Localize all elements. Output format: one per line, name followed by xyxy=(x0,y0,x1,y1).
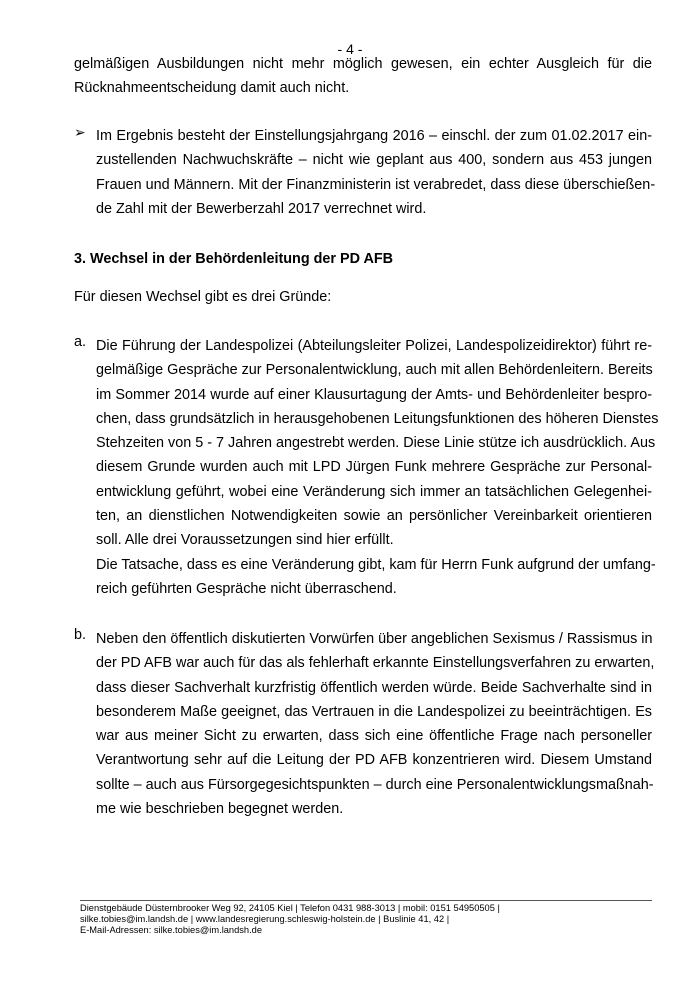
text-line: gelmäßigen Ausbildungen nicht mehr möglich gewesen, ein echter Ausgleich für die xyxy=(74,56,652,72)
section-heading: 3. Wechsel in der Behördenleitung der PD AFB xyxy=(74,251,394,267)
item-a-paragraph xyxy=(96,334,659,601)
text-line: reich geführten Gespräche nicht überraschend. xyxy=(96,580,397,597)
text-line: war aus meiner Sicht zu erwarten, dass sich eine öffentliche Frage nach personeller xyxy=(96,728,652,745)
section-intro: Für diesen Wechsel gibt es drei Gründe: xyxy=(74,289,332,305)
intro-paragraph xyxy=(74,52,652,101)
text-line: Neben den öffentlich diskutierten Vorwürfen über angeblichen Sexismus / Rassismus in xyxy=(96,631,653,647)
text-line: Verantwortung sehr auf die Leitung der PD AFB konzentrieren wird. Diesem Umstand xyxy=(96,752,652,769)
text-line: Die Tatsache, dass es eine Veränderung gibt, kam für Herrn Funk aufgrund der umfang- xyxy=(96,556,656,573)
footer-divider xyxy=(80,900,652,901)
footer-line: silke.tobies@im.landsh.de | www.landesregierung.schleswig-holstein.de | Buslinie 41, 42 | xyxy=(80,914,450,925)
text-line: gelmäßige Gespräche zur Personalentwicklung, auch mit allen Behördenleitern. Bereits xyxy=(96,362,653,379)
text-line: Stehzeiten von 5 - 7 Jahren angestrebt werden. Diese Linie stütze ich ausdrücklich. Aus xyxy=(96,435,656,452)
text-line: me wie beschrieben begegnet werden. xyxy=(96,801,344,818)
text-line: chen, dass grundsätzlich in herausgehobenen Leitungsfunktionen des höheren Dienstes xyxy=(96,410,659,427)
footer xyxy=(80,903,500,937)
footer-line: E-Mail-Adressen: silke.tobies@im.landsh.de xyxy=(80,925,263,936)
text-line: zustellenden Nachwuchskräfte – nicht wie geplant aus 400, sondern aus 453 jungen xyxy=(96,152,652,169)
text-line: dass dieser Sachverhalt kurzfristig öffentlich werden würde. Beide Sachverhalte sind in xyxy=(96,679,652,696)
text-line: sollte – auch aus Fürsorgegesichtspunkten – durch eine Personalentwicklungsmaßnah- xyxy=(96,776,654,793)
bullet-paragraph xyxy=(96,124,656,221)
text-line: der PD AFB war auch für das als fehlerhaft erkannte Einstellungsverfahren zu erwarten, xyxy=(96,655,655,672)
text-line: Im Ergebnis besteht der Einstellungsjahrgang 2016 – einschl. der zum 01.02.2017 ein- xyxy=(96,128,652,144)
text-line: besonderem Maße geeignet, das Vertrauen in die Landespolizei zu beeinträchtigen. Es xyxy=(96,703,652,720)
text-line: Frauen und Männern. Mit der Finanzministerin ist verabredet, dass diese überschießen- xyxy=(96,176,656,193)
list-marker-b: b. xyxy=(74,627,87,643)
footer-line: Dienstgebäude Düsternbrooker Weg 92, 24105 Kiel | Telefon 0431 988-3013 | mobil: 0151 54950505 | xyxy=(80,903,500,913)
page-number: - 4 - xyxy=(337,41,363,57)
text-line: soll. Alle drei Voraussetzungen sind hier erfüllt. xyxy=(96,532,394,549)
arrow-bullet-icon: ➢ xyxy=(74,124,86,140)
text-line: im Sommer 2014 wurde auf einer Klausurtagung der Amts- und Behördenleiter bespro- xyxy=(96,386,652,403)
text-line: Rücknahmeentscheidung damit auch nicht. xyxy=(74,80,350,97)
text-line: Die Führung der Landespolizei (Abteilungsleiter Polizei, Landespolizeidirektor) führt re- xyxy=(96,338,652,354)
item-b-paragraph xyxy=(96,627,655,821)
text-line: diesem Grunde wurden auch mit LPD Jürgen Funk mehrere Gespräche zur Personal- xyxy=(96,459,652,476)
list-marker-a: a. xyxy=(74,334,87,350)
text-line: de Zahl mit der Bewerberzahl 2017 verrechnet wird. xyxy=(96,200,427,217)
text-line: entwicklung geführt, wobei eine Veränderung sich immer an tatsächlichen Gelegenhei- xyxy=(96,483,652,500)
text-line: ten, an dienstlichen Notwendigkeiten sowie an persönlicher Vereinbarkeit orientieren xyxy=(96,508,652,525)
